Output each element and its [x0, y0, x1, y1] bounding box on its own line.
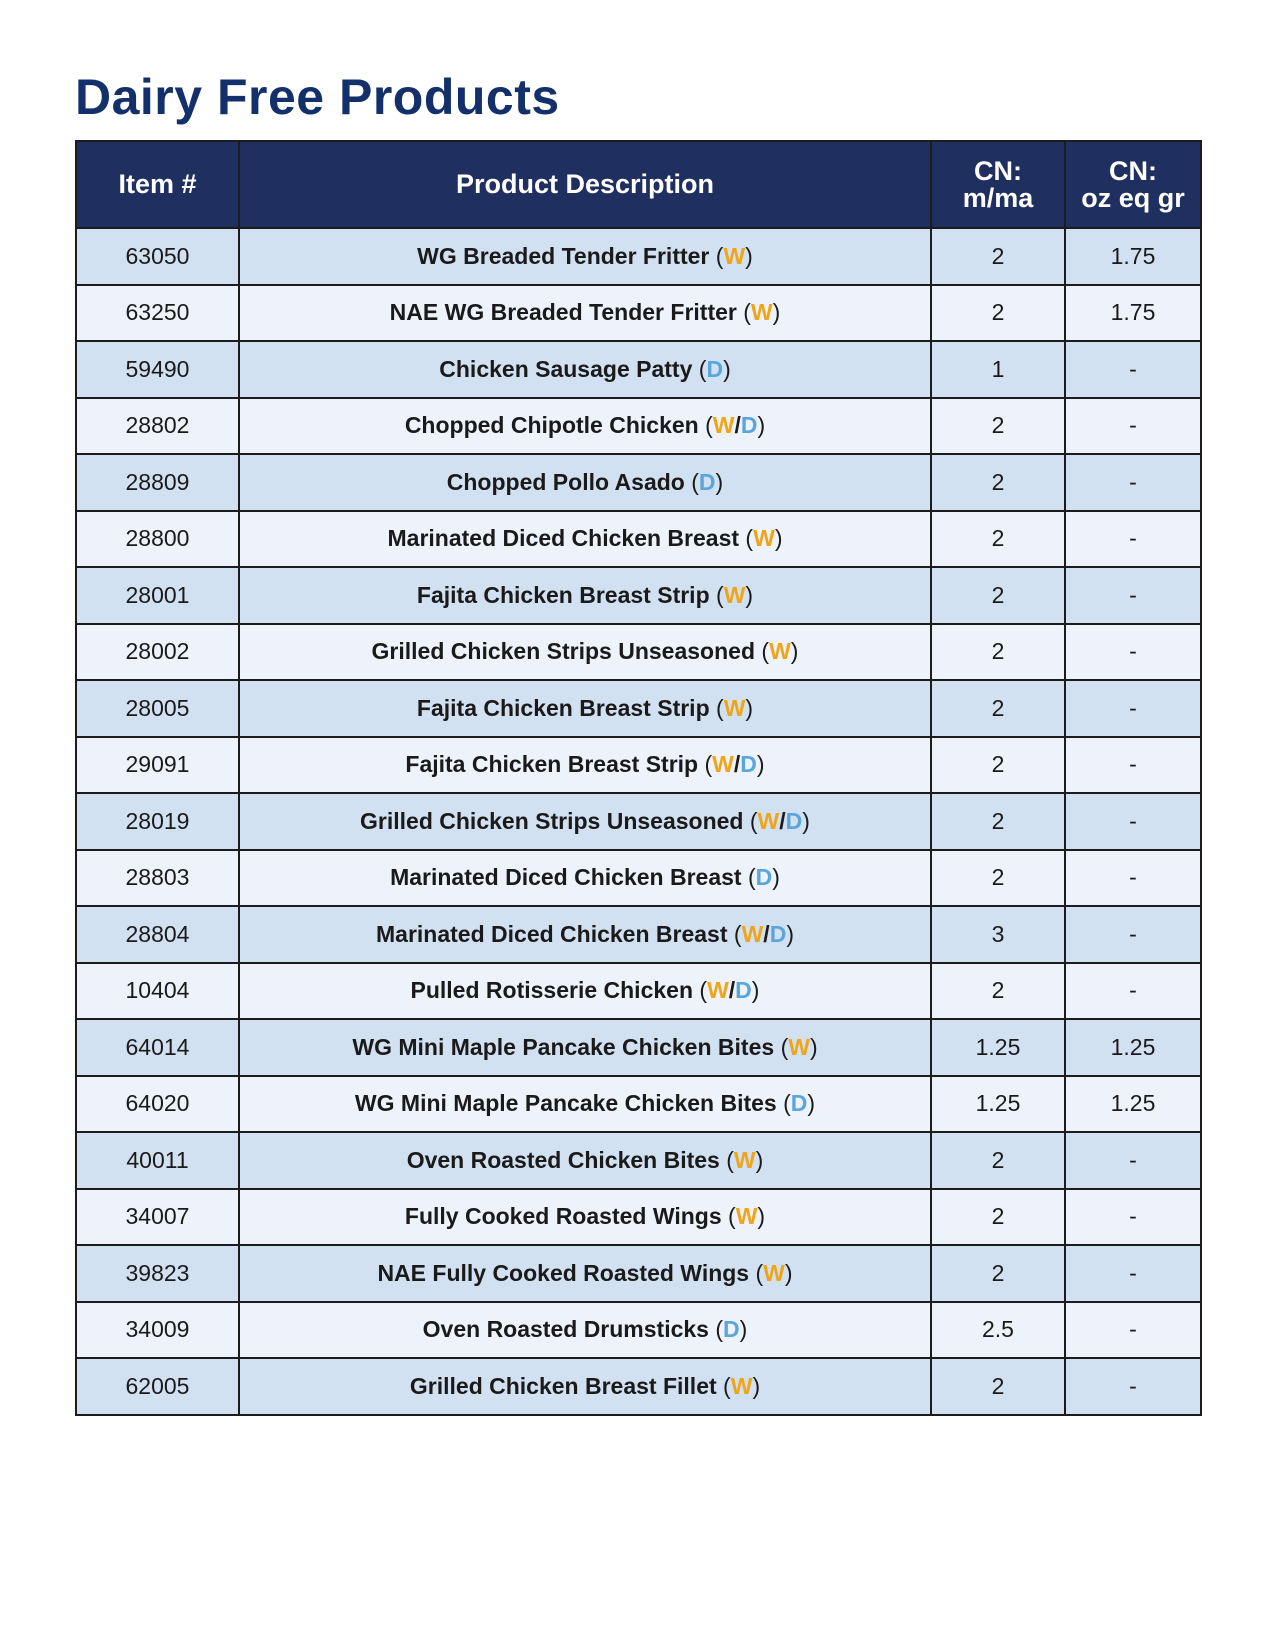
tag-w: W [712, 751, 734, 778]
tag-open-paren: ( [783, 1090, 791, 1117]
cn-m-ma-cell: 2 [931, 511, 1065, 568]
tag-w: W [741, 920, 764, 947]
cn-oz-eq-gr-cell: 1.25 [1065, 1076, 1201, 1133]
tag-close-paren: ) [809, 1033, 818, 1060]
item-number-cell: 29091 [76, 737, 239, 794]
tag-w: W [707, 977, 729, 1004]
item-number-cell: 59490 [76, 341, 239, 398]
tag-close-paren: ) [786, 920, 794, 947]
item-number-cell: 63250 [76, 285, 239, 342]
tag-close-paren: ) [715, 468, 724, 495]
tag-w: W [735, 1203, 758, 1230]
tag-d: D [769, 920, 787, 947]
cn-oz-eq-gr-cell: - [1065, 1302, 1201, 1359]
cn-oz-eq-gr-cell: - [1065, 454, 1201, 511]
tag-d: D [740, 751, 757, 778]
tag-open-paren: ( [699, 977, 708, 1004]
tag-open-paren: ( [755, 1259, 764, 1286]
tag-w: W [750, 299, 773, 326]
tag-close-paren: ) [790, 638, 799, 665]
tag-d: D [698, 468, 716, 495]
cn-m-ma-cell: 2 [931, 398, 1065, 455]
tag-close-paren: ) [757, 412, 766, 439]
product-name: Chopped Chipotle Chicken [404, 412, 699, 439]
product-description-cell [239, 454, 931, 511]
cn-m-ma-cell: 2 [931, 285, 1065, 342]
table-row [76, 680, 1201, 737]
product-description-cell [239, 1245, 931, 1302]
tag-open-paren: ( [716, 694, 724, 721]
item-number-cell: 28002 [76, 624, 239, 681]
product-name: WG Breaded Tender Fritter [417, 242, 710, 269]
tag-close-paren: ) [784, 1259, 793, 1286]
table-row [76, 1245, 1201, 1302]
cn-oz-eq-gr-cell: - [1065, 737, 1201, 794]
tag-w: W [733, 1146, 756, 1173]
tag-d: D [735, 977, 752, 1004]
cn-m-ma-cell: 1 [931, 341, 1065, 398]
tag-w: W [712, 412, 735, 439]
tag-w: W [723, 694, 746, 721]
cn-oz-eq-gr-cell: 1.75 [1065, 285, 1201, 342]
product-name: Marinated Diced Chicken Breast [387, 525, 740, 552]
tag-open-paren: ( [749, 807, 758, 834]
header-cn-m-ma-label: CN: m/ma [962, 155, 1034, 213]
product-name: Oven Roasted Drumsticks [422, 1316, 709, 1343]
product-description-cell [239, 398, 931, 455]
tag-open-paren: ( [723, 1372, 731, 1399]
product-description-cell [239, 511, 931, 568]
header-cn-m-ma [931, 141, 1065, 228]
product-name: Fajita Chicken Breast Strip [416, 694, 710, 721]
product-description-cell [239, 1076, 931, 1133]
cn-oz-eq-gr-cell: - [1065, 624, 1201, 681]
tag-close-paren: ) [755, 1146, 764, 1173]
item-number-cell: 40011 [76, 1132, 239, 1189]
cn-oz-eq-gr-cell: - [1065, 398, 1201, 455]
header-cn-oz-eq-gr [1065, 141, 1201, 228]
tag-separator: / [763, 920, 770, 947]
tag-open-paren: ( [733, 920, 742, 947]
tag-close-paren: ) [745, 581, 754, 608]
product-name: NAE WG Breaded Tender Fritter [389, 299, 737, 326]
cn-m-ma-cell: 2 [931, 454, 1065, 511]
cn-oz-eq-gr-cell: - [1065, 1132, 1201, 1189]
cn-m-ma-cell: 2 [931, 963, 1065, 1020]
page-title: Dairy Free Products [75, 69, 560, 125]
tag-close-paren: ) [745, 242, 753, 269]
product-description-cell [239, 1302, 931, 1359]
tag-d: D [755, 864, 773, 891]
tag-open-paren: ( [698, 355, 707, 382]
cn-oz-eq-gr-cell: - [1065, 793, 1201, 850]
tag-open-paren: ( [705, 412, 713, 439]
tag-w: W [730, 1372, 753, 1399]
tag-separator: / [734, 412, 741, 439]
tag-close-paren: ) [723, 355, 731, 382]
table-row [76, 1189, 1201, 1246]
product-name: Fajita Chicken Breast Strip [405, 751, 699, 778]
tag-open-paren: ( [691, 468, 699, 495]
tag-close-paren: ) [807, 1090, 816, 1117]
cn-m-ma-cell: 2 [931, 1245, 1065, 1302]
product-description-cell [239, 567, 931, 624]
header-product-description: Product Description [239, 141, 931, 228]
item-number-cell: 28019 [76, 793, 239, 850]
product-description-cell [239, 228, 931, 285]
cn-m-ma-cell: 2 [931, 624, 1065, 681]
item-number-cell: 28005 [76, 680, 239, 737]
cn-oz-eq-gr-cell: 1.25 [1065, 1019, 1201, 1076]
cn-oz-eq-gr-cell: 1.75 [1065, 228, 1201, 285]
tag-close-paren: ) [751, 977, 760, 1004]
table-row [76, 906, 1201, 963]
cn-m-ma-cell: 2 [931, 737, 1065, 794]
item-number-cell: 28001 [76, 567, 239, 624]
cn-oz-eq-gr-cell: - [1065, 511, 1201, 568]
table-row [76, 963, 1201, 1020]
cn-m-ma-cell: 1.25 [931, 1019, 1065, 1076]
cn-oz-eq-gr-cell: - [1065, 850, 1201, 907]
table-row [76, 1076, 1201, 1133]
table-row [76, 398, 1201, 455]
item-number-cell: 10404 [76, 963, 239, 1020]
product-name: Chopped Pollo Asado [446, 468, 685, 495]
product-description-cell [239, 341, 931, 398]
product-name: Grilled Chicken Breast Fillet [409, 1372, 717, 1399]
cn-oz-eq-gr-cell: - [1065, 963, 1201, 1020]
item-number-cell: 64014 [76, 1019, 239, 1076]
cn-oz-eq-gr-cell: - [1065, 567, 1201, 624]
header-row [76, 141, 1201, 228]
table-row [76, 511, 1201, 568]
tag-w: W [763, 1259, 785, 1286]
table-row [76, 228, 1201, 285]
product-description-cell [239, 850, 931, 907]
product-description-cell [239, 793, 931, 850]
product-name: Fajita Chicken Breast Strip [416, 581, 710, 608]
tag-w: W [788, 1033, 810, 1060]
tag-d: D [723, 1316, 740, 1343]
item-number-cell: 39823 [76, 1245, 239, 1302]
product-description-cell [239, 1358, 931, 1415]
product-name: Grilled Chicken Strips Unseasoned [371, 638, 755, 665]
tag-w: W [753, 525, 775, 552]
tag-open-paren: ( [716, 581, 724, 608]
tag-open-paren: ( [761, 638, 770, 665]
tag-d: D [785, 807, 803, 834]
cn-oz-eq-gr-cell: - [1065, 1358, 1201, 1415]
tag-close-paren: ) [774, 525, 783, 552]
header-item-number: Item # [76, 141, 239, 228]
cn-oz-eq-gr-cell: - [1065, 1189, 1201, 1246]
product-name: WG Mini Maple Pancake Chicken Bites [352, 1033, 775, 1060]
product-description-cell [239, 1132, 931, 1189]
item-number-cell: 28804 [76, 906, 239, 963]
tag-close-paren: ) [752, 1372, 761, 1399]
cn-m-ma-cell: 2 [931, 1358, 1065, 1415]
item-number-cell: 63050 [76, 228, 239, 285]
table-row [76, 737, 1201, 794]
tag-open-paren: ( [728, 1203, 736, 1230]
header-cn-oz-eq-gr-label: CN: oz eq gr [1081, 155, 1185, 213]
tag-open-paren: ( [745, 525, 754, 552]
product-name: Oven Roasted Chicken Bites [406, 1146, 720, 1173]
cn-oz-eq-gr-cell: - [1065, 906, 1201, 963]
table-row [76, 454, 1201, 511]
tag-open-paren: ( [747, 864, 756, 891]
item-number-cell: 28803 [76, 850, 239, 907]
item-number-cell: 28800 [76, 511, 239, 568]
table-row [76, 567, 1201, 624]
item-number-cell: 62005 [76, 1358, 239, 1415]
item-number-cell: 34007 [76, 1189, 239, 1246]
cn-m-ma-cell: 2.5 [931, 1302, 1065, 1359]
cn-oz-eq-gr-cell: - [1065, 680, 1201, 737]
products-table [75, 140, 1202, 1416]
tag-w: W [769, 638, 791, 665]
tag-d: D [790, 1090, 808, 1117]
cn-oz-eq-gr-cell: - [1065, 341, 1201, 398]
table-row [76, 1302, 1201, 1359]
product-description-cell [239, 1019, 931, 1076]
table-row [76, 1358, 1201, 1415]
cn-m-ma-cell: 3 [931, 906, 1065, 963]
tag-close-paren: ) [745, 694, 754, 721]
tag-open-paren: ( [704, 751, 713, 778]
tag-close-paren: ) [802, 807, 810, 834]
table-row [76, 1019, 1201, 1076]
tag-close-paren: ) [739, 1316, 748, 1343]
tag-close-paren: ) [772, 299, 781, 326]
cn-m-ma-cell: 2 [931, 1132, 1065, 1189]
table-row [76, 1132, 1201, 1189]
cn-m-ma-cell: 2 [931, 1189, 1065, 1246]
tag-separator: / [728, 977, 736, 1004]
tag-w: W [723, 242, 746, 269]
cn-oz-eq-gr-cell: - [1065, 1245, 1201, 1302]
product-description-cell [239, 680, 931, 737]
tag-open-paren: ( [726, 1146, 734, 1173]
item-number-cell: 28809 [76, 454, 239, 511]
tag-open-paren: ( [715, 242, 724, 269]
tag-d: D [706, 355, 724, 382]
item-number-cell: 34009 [76, 1302, 239, 1359]
tag-close-paren: ) [756, 751, 765, 778]
tag-open-paren: ( [715, 1316, 724, 1343]
tag-w: W [723, 581, 746, 608]
product-name: Marinated Diced Chicken Breast [376, 920, 728, 947]
cn-m-ma-cell: 2 [931, 228, 1065, 285]
product-description-cell [239, 906, 931, 963]
product-description-cell [239, 963, 931, 1020]
tag-close-paren: ) [772, 864, 780, 891]
product-name: Fully Cooked Roasted Wings [404, 1203, 722, 1230]
table-row [76, 793, 1201, 850]
tag-open-paren: ( [743, 299, 751, 326]
product-name: Pulled Rotisserie Chicken [410, 977, 693, 1004]
tag-separator: / [733, 751, 741, 778]
product-name: Chicken Sausage Patty [439, 355, 693, 382]
table-row [76, 285, 1201, 342]
product-description-cell [239, 624, 931, 681]
product-name: NAE Fully Cooked Roasted Wings [377, 1259, 750, 1286]
product-name: Grilled Chicken Strips Unseasoned [360, 807, 744, 834]
table-row [76, 624, 1201, 681]
tag-d: D [740, 412, 758, 439]
product-description-cell [239, 285, 931, 342]
cn-m-ma-cell: 2 [931, 680, 1065, 737]
tag-separator: / [779, 807, 786, 834]
cn-m-ma-cell: 2 [931, 793, 1065, 850]
table-row [76, 850, 1201, 907]
cn-m-ma-cell: 2 [931, 850, 1065, 907]
cn-m-ma-cell: 1.25 [931, 1076, 1065, 1133]
tag-open-paren: ( [780, 1033, 789, 1060]
tag-close-paren: ) [757, 1203, 766, 1230]
product-description-cell [239, 737, 931, 794]
cn-m-ma-cell: 2 [931, 567, 1065, 624]
item-number-cell: 64020 [76, 1076, 239, 1133]
product-name: Marinated Diced Chicken Breast [390, 864, 742, 891]
item-number-cell: 28802 [76, 398, 239, 455]
table-body [76, 228, 1201, 1415]
product-description-cell [239, 1189, 931, 1246]
product-name: WG Mini Maple Pancake Chicken Bites [354, 1090, 777, 1117]
table-row [76, 341, 1201, 398]
tag-w: W [757, 807, 780, 834]
